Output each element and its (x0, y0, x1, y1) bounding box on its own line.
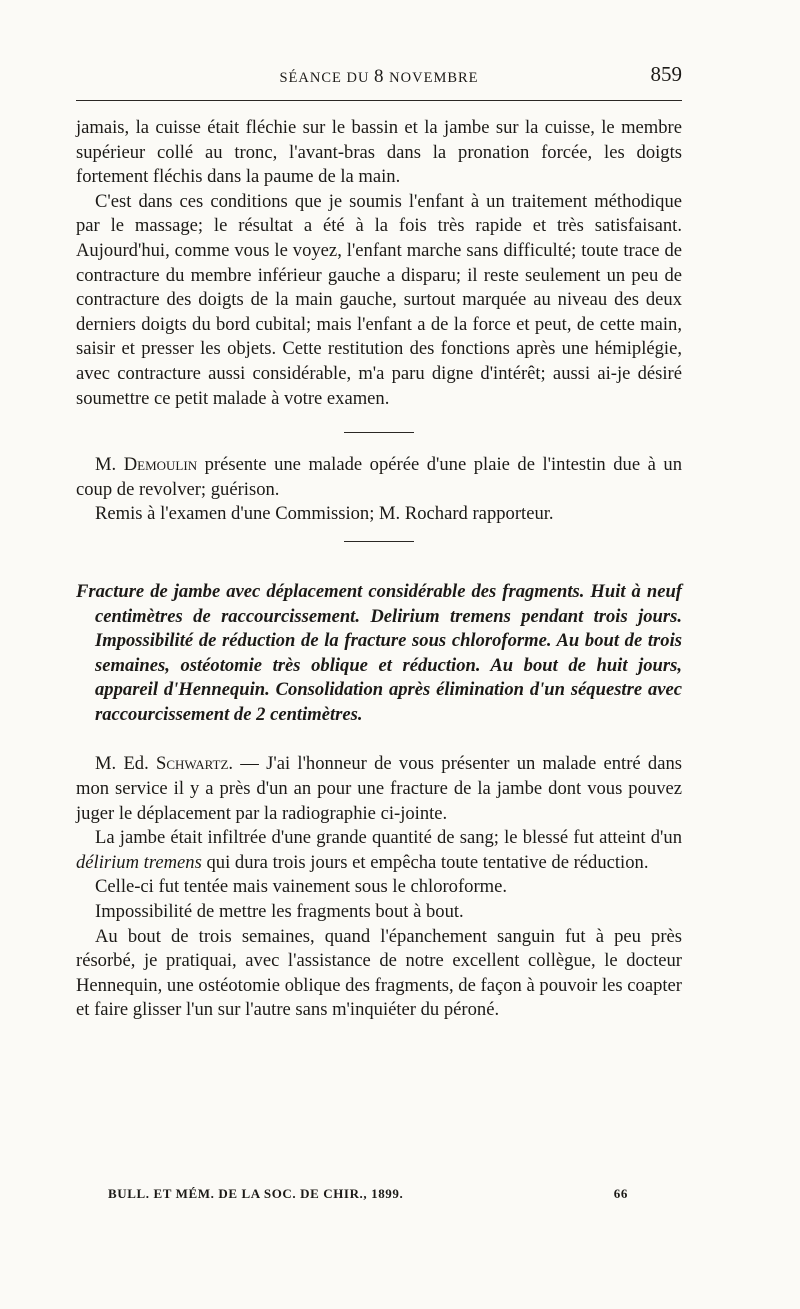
footer-sheet-number: 66 (613, 1186, 628, 1201)
article-title (76, 580, 682, 728)
schwartz-prefix: M. Ed. (95, 753, 156, 775)
paragraph-schwartz (76, 752, 682, 826)
section-separator-2 (344, 541, 414, 542)
running-head (76, 66, 682, 88)
jambe-after: qui dura trois jours et empêcha toute tentative de réduction. (201, 851, 649, 873)
section-separator (344, 432, 414, 433)
paragraph-continuation: jamais, la cuisse était fléchie sur le bassin et la jambe sur la cuisse, le membre supérieur collé au tronc, l'avant-bras dans la pronation forcée, les doigts fortement fléchis dans la paume de la main. (76, 117, 682, 188)
page-body (76, 116, 682, 1023)
header-rule (76, 100, 682, 101)
jambe-italic: délirium tremens (76, 851, 202, 873)
demoulin-prefix: M. (95, 454, 124, 476)
footer-journal: BULL. ET MÉM. DE LA SOC. DE CHIR., 1899. (108, 1186, 404, 1201)
paragraph-demoulin (76, 453, 682, 502)
running-head-day: 8 (374, 66, 385, 87)
paragraph-massage: C'est dans ces conditions que je soumis l'enfant à un traitement méthodique par le massage; le résultat a été à la fois très rapide et très satisfaisant. Aujourd'hui, comme vous le voyez, l'enfant marche sans difficulté; toute trace de contracture du membre inférieur gauche a disparu; il reste seulement un peu de contracture des doigts de la main gauche, surtout marquée au niveau des deux derniers doigts du bord cubital; mais l'enfant a de la force et peut, de cette main, saisir et presser les objets. Cette restitution des fonctions après une hémiplégie, avec contracture aussi considérable, m'a paru digne d'intérêt; aussi ai-je désiré soumettre ce petit malade à votre examen. (76, 190, 682, 409)
page-header (76, 62, 682, 92)
paragraph-impossibilite: Impossibilité de mettre les fragments bout à bout. (95, 901, 464, 923)
running-head-month: NOVEMBRE (384, 70, 479, 86)
jambe-before: La jambe était infiltrée d'une grande quantité de sang; le blessé fut atteint d'un (95, 827, 682, 849)
article-title-text: Fracture de jambe avec déplacement considérable des fragments. Huit à neuf centimètres de raccourcissement. Delirium tremens pendant trois jours. Impossibilité de réduction de la fracture sous chloroforme. Au bout de trois semaines, ostéotomie très oblique et réduction. Au bout de huit jours, appareil d'Hennequin. Consolidation après élimination d'un séquestre avec raccourcissement de 2 centimètres. (76, 580, 682, 725)
schwartz-text: . — J'ai l'honneur de vous présenter un malade entré dans mon service il y a près d'un an pour une fracture de la jambe dont vous pouvez juger le déplacement par la radiographie ci-jointe. (76, 753, 682, 824)
paragraph-commission: Remis à l'examen d'une Commission; M. Rochard rapporteur. (95, 503, 554, 525)
running-head-pre: SÉANCE DU (279, 70, 375, 86)
page-number: 859 (650, 62, 682, 86)
paragraph-osteotomie: Au bout de trois semaines, quand l'épanchement sanguin fut à peu près résorbé, je pratiquai, avec l'assistance de notre excellent collègue, le docteur Hennequin, une ostéotomie oblique des fragments, de façon à pouvoir les coapter et faire glisser l'un sur l'autre sans m'inquiéter du péroné. (76, 925, 682, 1021)
page-footer (108, 1186, 628, 1206)
paragraph-jambe (76, 826, 682, 875)
paragraph-chloroforme: Celle-ci fut tentée mais vainement sous le chloroforme. (95, 876, 508, 898)
schwartz-name: Schwartz (156, 753, 229, 775)
demoulin-text: présente une malade opérée d'une plaie de l'intestin due à un coup de revolver; guérison. (76, 454, 682, 500)
demoulin-name: Demoulin (123, 454, 198, 476)
